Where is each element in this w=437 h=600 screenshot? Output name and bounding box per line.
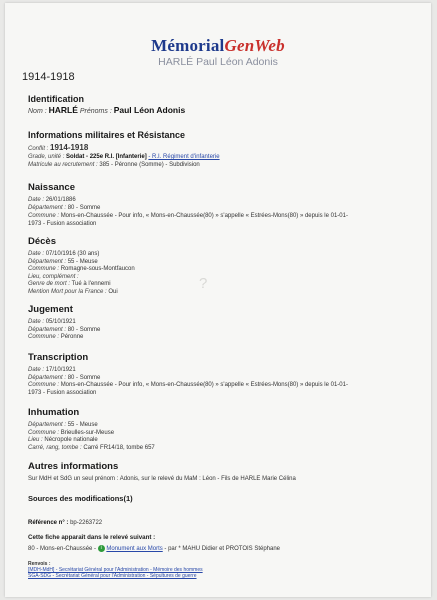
- releve-prefix: 80 - Mons-en-Chaussée -: [28, 546, 97, 553]
- deces-dept-label: Département :: [28, 258, 67, 265]
- renvois-heading: Renvois :: [28, 561, 51, 567]
- prenoms-label: Prénoms :: [79, 108, 112, 115]
- inhumation-commune-row: [28, 430, 114, 438]
- conflit-row: [28, 144, 88, 154]
- naissance-heading: Naissance: [28, 182, 76, 193]
- reference-row: [28, 520, 102, 528]
- transcription-date-label: Date :: [28, 367, 45, 373]
- inhumation-lieu-value: Nécropole nationale: [44, 437, 98, 443]
- deces-commune-value: Romagne-sous-Montfaucon: [60, 266, 135, 272]
- inhumation-dept-row: [28, 422, 98, 430]
- naissance-dept-row: [28, 205, 100, 213]
- deces-genre-value: Tué à l'ennemi: [71, 281, 111, 287]
- transcription-commune-label: Commune :: [28, 382, 60, 388]
- inhumation-carre-label: Carré, rang, tombe :: [28, 444, 82, 451]
- jugement-dept-value: 80 - Somme: [67, 326, 101, 333]
- inhumation-heading: Inhumation: [28, 407, 80, 418]
- military-heading: Informations militaires et Résistance: [28, 130, 186, 140]
- naissance-commune-value: Mons-en-Chaussée - Pour info, « Mons-en-Chaussée(80) » s'appelle « Estrées-Mons(80) » depuis le 01-01-: [60, 213, 348, 219]
- naissance-commune-label: Commune :: [28, 213, 60, 219]
- transcription-date-row: [28, 367, 76, 375]
- deces-lieu-row: [28, 274, 79, 282]
- transcription-dept-row: [28, 375, 100, 383]
- sources-heading[interactable]: Sources des modifications(1): [28, 494, 133, 503]
- autres-heading: Autres informations: [28, 461, 119, 472]
- inhumation-carre-row: [28, 445, 155, 453]
- monument-link[interactable]: Monument aux Morts: [106, 546, 163, 553]
- transcription-commune-cont: 1973 - Fusion association: [28, 389, 97, 396]
- deces-commune-row: [28, 266, 135, 274]
- transcription-commune-value: Mons-en-Chaussée - Pour info, « Mons-en-Chaussée(80) » s'appelle « Estrées-Mons(80) » depuis le 01-01-: [60, 382, 348, 388]
- renvoi-link-mdh[interactable]: [MDH-MdH] - Secrétariat Général pour l'Administration - Mémoire des hommes: [28, 567, 203, 573]
- inhumation-commune-value: Brieulles-sur-Meuse: [60, 429, 115, 436]
- deces-genre-row: [28, 281, 111, 289]
- jugement-dept-label: Département :: [28, 326, 67, 333]
- conflit-label: Conflit :: [28, 146, 49, 152]
- nom-label: Nom :: [28, 108, 47, 115]
- inhumation-lieu-label: Lieu :: [28, 437, 43, 443]
- naissance-commune-cont: 1973 - Fusion association: [28, 221, 97, 227]
- logo-accent-text: GenWeb: [224, 36, 285, 55]
- jugement-commune-label: Commune :: [28, 334, 60, 340]
- jugement-commune-value: Péronne: [60, 334, 84, 340]
- record-sheet: [5, 3, 431, 597]
- inhumation-carre-value: Carré FR14/18, tombe 657: [83, 444, 155, 451]
- period-label: 1914-1918: [22, 71, 75, 83]
- deces-lieu-label: Lieu, complément :: [28, 273, 79, 280]
- matricule-label: Matricule au recrutement :: [28, 162, 98, 168]
- grade-value: Soldat - 225e R.I. [Infanterie]: [66, 154, 147, 160]
- jugement-heading: Jugement: [28, 304, 73, 315]
- inhumation-lieu-row: [28, 437, 98, 445]
- conflit-value: 1914-1918: [50, 143, 89, 152]
- deces-mention-row: [28, 289, 118, 297]
- transcription-dept-label: Département :: [28, 374, 67, 381]
- jugement-date-value: 05/10/1921: [45, 319, 76, 325]
- jugement-commune-row: [28, 334, 83, 342]
- jugement-dept-row: [28, 327, 100, 335]
- site-logo[interactable]: [5, 36, 431, 56]
- record-subtitle: HARLÉ Paul Léon Adonis: [158, 56, 278, 68]
- jugement-date-row: [28, 319, 76, 327]
- transcription-date-value: 17/10/1921: [45, 367, 76, 373]
- identification-heading: Identification: [28, 94, 84, 104]
- deces-date-label: Date :: [28, 251, 45, 257]
- inhumation-dept-value: 55 - Meuse: [67, 422, 98, 428]
- grade-label: Grade, unité :: [28, 154, 65, 160]
- reference-value: bp-2263722: [70, 520, 103, 526]
- nom-value: HARLÉ: [48, 105, 78, 115]
- regiment-link[interactable]: - R.I. Régiment d'infanterie: [148, 154, 220, 160]
- reference-label: Référence n° :: [28, 520, 69, 526]
- matricule-value: 385 - Péronne (Somme) - Subdivision: [99, 162, 200, 168]
- transcription-dept-value: 80 - Somme: [67, 374, 101, 381]
- prenoms-value: Paul Léon Adonis: [113, 105, 186, 115]
- scan-mark: ?: [199, 275, 208, 292]
- deces-dept-row: [28, 259, 98, 267]
- renvoi-link-sga[interactable]: SGA-SDG - Secrétariat Général pour l'Administration - Sépultures de guerre: [28, 573, 197, 579]
- naissance-date-value: 26/01/1886: [45, 197, 76, 203]
- deces-commune-label: Commune :: [28, 266, 60, 272]
- inhumation-commune-label: Commune :: [28, 429, 60, 436]
- info-icon[interactable]: i: [98, 545, 105, 552]
- inhumation-dept-label: Département :: [28, 422, 67, 428]
- grade-row: [28, 154, 220, 162]
- naissance-dept-label: Département :: [28, 205, 67, 211]
- naissance-date-label: Date :: [28, 197, 45, 203]
- deces-genre-label: Genre de mort :: [28, 281, 71, 287]
- releve-suffix: - par * MAHU Didier et PROTOIS Stéphane: [164, 546, 281, 553]
- deces-dept-value: 55 - Meuse: [67, 258, 98, 265]
- releve-row: [28, 545, 280, 554]
- naissance-dept-value: 80 - Somme: [67, 205, 101, 211]
- logo-main-text: Mémorial: [151, 36, 225, 55]
- transcription-commune-row: [28, 382, 348, 390]
- deces-date-value: 07/10/1916 (30 ans): [45, 251, 100, 257]
- transcription-heading: Transcription: [28, 352, 89, 363]
- naissance-date-row: [28, 197, 76, 205]
- deces-date-row: [28, 251, 99, 259]
- deces-heading: Décès: [28, 236, 56, 247]
- autres-text: Sur MdH et SdG un seul prénom : Adonis, sur le relevé du MaM : Léon - Fils de HARLE Marie Célina: [28, 476, 296, 482]
- deces-mention-label: Mention Mort pour la France :: [28, 288, 107, 295]
- jugement-date-label: Date :: [28, 319, 45, 325]
- matricule-row: [28, 162, 200, 170]
- releve-heading: Cette fiche apparaît dans le relevé suivant :: [28, 534, 156, 541]
- deces-mention-value: Oui: [108, 288, 118, 295]
- naissance-commune-row: [28, 213, 348, 221]
- identification-name-row: [28, 107, 185, 116]
